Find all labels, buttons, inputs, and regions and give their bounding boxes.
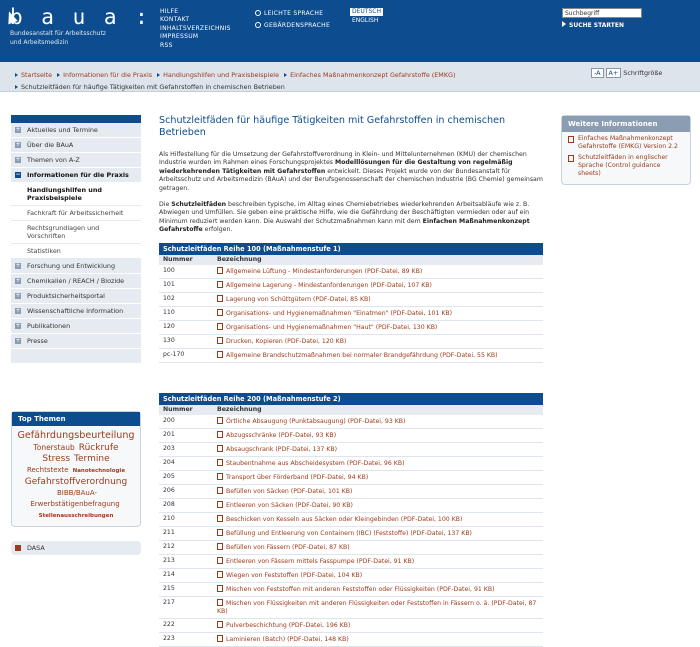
row-description-cell: [213, 443, 543, 457]
row-description-cell: [213, 633, 543, 647]
font-smaller-button[interactable]: -A: [591, 68, 604, 78]
row-number: 214: [159, 569, 213, 583]
table-caption: Schutzleitfäden Reihe 200 (Maßnahmenstufe 2): [159, 393, 543, 405]
table-row: [159, 471, 543, 485]
pdf-link[interactable]: Allgemeine Lüftung - Mindestanforderungen (PDF-Datei, 89 KB): [217, 268, 422, 275]
dasa-icon: [15, 545, 21, 551]
plus-icon: +: [15, 156, 21, 163]
tag-link[interactable]: Stellenausschreibungen: [38, 513, 114, 519]
tag-link[interactable]: Termine: [74, 454, 110, 464]
tag-link[interactable]: Gefahrstoffverordnung: [24, 477, 128, 487]
lang-deutsch[interactable]: DEUTSCH: [352, 8, 381, 15]
plus-icon: +: [15, 126, 21, 133]
pdf-link[interactable]: Befüllen von Fässern (PDF-Datei, 87 KB): [217, 544, 350, 551]
row-description-cell: [213, 278, 543, 292]
intro-paragraph: [159, 151, 543, 193]
link-gebaerdensprache[interactable]: [255, 20, 330, 32]
nav-kontakt[interactable]: KONTAKT: [160, 16, 190, 24]
sidebar-item-wissenschaft[interactable]: [11, 304, 141, 319]
breadcrumb-praxis[interactable]: Informationen für die Praxis: [63, 71, 153, 79]
font-size-label: Schriftgröße: [623, 69, 663, 77]
pdf-link[interactable]: Laminieren (Batch) (PDF-Datei, 148 KB): [217, 636, 349, 643]
top-themen-title: Top Themen: [12, 412, 140, 426]
logo-wordmark: b a u a :: [10, 5, 151, 29]
row-number: 211: [159, 527, 213, 541]
intro-bold: Modelllösungen für die Gestaltung von regelmäßig wiederkehrenden Tätigkeiten mit Gefahrstoffen: [159, 159, 513, 175]
column-header-nummer: Nummer: [159, 255, 213, 265]
intro-bold: Schutzleitfäden: [171, 201, 227, 209]
pdf-link[interactable]: Entleeren von Säcken (PDF-Datei, 90 KB): [217, 502, 353, 509]
table-row: [159, 513, 543, 527]
tag-link[interactable]: Rückrufe: [78, 443, 119, 453]
plus-icon: +: [15, 277, 21, 284]
service-nav: [160, 8, 231, 50]
row-number: 212: [159, 541, 213, 555]
table-row: [159, 583, 543, 597]
emkg-link[interactable]: Einfachen Maßnahmenkonzept Gefahrstoffe: [159, 217, 530, 234]
table-row: [159, 619, 543, 633]
pdf-link[interactable]: Mischen von Feststoffen mit anderen Feststoffen oder Flüssigkeiten (PDF-Datei, 91 KB): [217, 586, 495, 593]
sidebar-item-chemikalien[interactable]: [11, 274, 141, 289]
row-number: 208: [159, 499, 213, 513]
main-content: [159, 115, 543, 363]
language-switch: [350, 8, 383, 25]
row-description-cell: [213, 541, 543, 555]
dasa-label: DASA: [27, 544, 45, 552]
pdf-link[interactable]: Mischen von Flüssigkeiten mit anderen Flüssigkeiten oder Feststoffen in Fässern o. ä. (PDF-Datei, 87 KB): [217, 600, 537, 615]
row-number: 215: [159, 583, 213, 597]
link-leichte-sprache[interactable]: [255, 8, 330, 20]
easy-language-icon: [255, 10, 261, 16]
row-description-cell: [213, 429, 543, 443]
pdf-link[interactable]: Staubentnahme aus Abscheidesystem (PDF-Datei, 96 KB): [217, 460, 405, 467]
table-row: [159, 485, 543, 499]
intro-text: Als Hilfestellung für die Umsetzung der Gefahrstoffverordnung in Klein- und Mittelunternehmen (KMU) der chemischen Industrie wurden im Rahmen eines Forschungsprojektes: [159, 151, 527, 167]
pdf-link[interactable]: Entleeren von Fässern mittels Fasspumpe (PDF-Datei, 91 KB): [217, 558, 414, 565]
pdf-link[interactable]: Drucken, Kopieren (PDF-Datei, 120 KB): [217, 338, 346, 345]
intro-text: entwickelt. Dieses Projekt wurde von der Bundesanstalt für Arbeitsschutz und Arbeitsmedizin (BAuA) und der Berufsgenossenschaft der chemischen Industrie (BG Chemie) gemeinsam getragen.: [159, 167, 543, 192]
table-caption: Schutzleitfäden Reihe 100 (Maßnahmenstufe 1): [159, 243, 543, 255]
plus-icon: +: [15, 262, 21, 269]
accessibility-nav: [255, 8, 330, 32]
nav-spacer: [11, 349, 141, 363]
intro-text: Die: [159, 201, 172, 209]
intro-paragraph-2: [159, 201, 543, 235]
sidebar-subitem-handlungshilfen[interactable]: Handlungshilfen und Praxisbeispiele: [11, 183, 141, 206]
bullet-icon: [15, 85, 18, 89]
sidebar-subitem-rechtsgrundlagen[interactable]: Rechtsgrundlagen und Vorschriften: [11, 221, 141, 244]
tag-link[interactable]: Rechtstexte: [26, 466, 69, 474]
pdf-link[interactable]: Lagerung von Schüttgütern (PDF-Datei, 85 KB): [217, 296, 371, 303]
row-number: 213: [159, 555, 213, 569]
table-row: [159, 569, 543, 583]
table-reihe-200: [159, 393, 543, 647]
tag-cloud: [12, 426, 140, 526]
table-row: [159, 348, 543, 362]
site-header: [0, 0, 700, 62]
pdf-link[interactable]: Befüllung und Entleerung von Containern (IBC) (Feststoffe) (PDF-Datei, 137 KB): [217, 530, 472, 537]
sidebar-subitem-fachkraft[interactable]: Fachkraft für Arbeitssicherheit: [11, 206, 141, 221]
sidebar-item-produktsicherheit[interactable]: [11, 289, 141, 304]
table-200-wrap: [159, 393, 543, 647]
bullet-icon: [284, 73, 287, 77]
sidebar-item-themen[interactable]: [11, 153, 141, 168]
row-description-cell: [213, 569, 543, 583]
row-number: 110: [159, 306, 213, 320]
pdf-link[interactable]: Organisations- und Hygienemaßnahmen "Einatmen" (PDF-Datei, 101 KB): [217, 310, 452, 317]
search-button[interactable]: [562, 21, 624, 29]
row-number: 101: [159, 278, 213, 292]
sidebar-item-dasa[interactable]: [11, 541, 141, 555]
row-number: 223: [159, 633, 213, 647]
pdf-link[interactable]: Beschicken von Kesseln aus Säcken oder Kleingebinden (PDF-Datei, 100 KB): [217, 516, 462, 523]
row-description-cell: [213, 306, 543, 320]
row-number: 102: [159, 292, 213, 306]
column-header-bezeichnung: Bezeichnung: [213, 255, 543, 265]
row-number: pc-170: [159, 348, 213, 362]
row-number: 130: [159, 334, 213, 348]
plus-icon: +: [15, 292, 21, 299]
row-description-cell: [213, 583, 543, 597]
column-header-nummer: Nummer: [159, 405, 213, 415]
page-title: Schutzleitfäden für häufige Tätigkeiten mit Gefahrstoffen in chemischen Betrieben: [159, 115, 506, 138]
sidebar-item-publikationen[interactable]: [11, 319, 141, 334]
search-button-label: SUCHE STARTEN: [569, 22, 624, 29]
table-row: [159, 265, 543, 279]
sidebar-item-label: Presse: [27, 337, 48, 345]
pdf-link[interactable]: Befüllen von Säcken (PDF-Datei, 101 KB): [217, 488, 352, 495]
top-themen-box: [11, 411, 141, 527]
table-row: [159, 429, 543, 443]
pdf-link[interactable]: Organisations- und Hygienemaßnahmen "Haut" (PDF-Datei, 130 KB): [217, 324, 437, 331]
tag-link[interactable]: Nanotechnologie: [72, 468, 126, 474]
nav-hilfe[interactable]: HILFE: [160, 8, 179, 15]
sidebar-item-label: Aktuelles und Termine: [27, 126, 98, 134]
table-row: [159, 415, 543, 429]
tag-link[interactable]: BIBB/BAuA-Erwerbstätigenbefragung: [30, 489, 120, 508]
arrow-right-icon: [562, 21, 566, 27]
sign-language-icon: [255, 22, 261, 28]
row-number: 200: [159, 415, 213, 429]
font-size-control: [591, 68, 662, 78]
sidebar-item-aktuelles[interactable]: [11, 123, 141, 138]
table-row: [159, 541, 543, 555]
table-row: [159, 320, 543, 334]
pdf-link[interactable]: Allgemeine Lagerung - Mindestanforderungen (PDF-Datei, 107 KB): [217, 282, 432, 289]
logo-subtitle-2: und Arbeitsmedizin: [10, 39, 69, 46]
column-header-bezeichnung: Bezeichnung: [213, 405, 543, 415]
table-row: [159, 499, 543, 513]
sidebar-item-label: Über die BAuA: [27, 141, 74, 149]
row-description-cell: [213, 527, 543, 541]
bullet-icon: [15, 73, 18, 77]
row-description-cell: [213, 292, 543, 306]
row-number: 120: [159, 320, 213, 334]
logo-subtitle-1: Bundesanstalt für Arbeitsschutz: [10, 30, 106, 37]
row-description-cell: [213, 597, 543, 619]
sidebar-item-ueber[interactable]: [11, 138, 141, 153]
bullet-icon: [157, 73, 160, 77]
table-row: [159, 633, 543, 647]
row-number: 217: [159, 597, 213, 619]
sidebar-item-label: Themen von A-Z: [27, 156, 80, 164]
pdf-link[interactable]: Wiegen von Feststoffen (PDF-Datei, 104 KB): [217, 572, 362, 579]
row-number: 210: [159, 513, 213, 527]
row-description-cell: [213, 485, 543, 499]
plus-icon: +: [15, 141, 21, 148]
pdf-link[interactable]: Abzugsschränke (PDF-Datei, 93 KB): [217, 432, 336, 439]
sidebar-item-praxis[interactable]: [11, 168, 141, 183]
sidebar-subitem-statistiken[interactable]: Statistiken: [11, 244, 141, 259]
tag-link[interactable]: Gefährdungsbeurteilung: [17, 430, 135, 441]
breadcrumb-handlungshilfen[interactable]: Handlungshilfen und Praxisbeispiele: [163, 71, 280, 79]
row-number: 203: [159, 443, 213, 457]
left-navigation: [11, 115, 141, 363]
baua-logo[interactable]: [10, 6, 151, 46]
table-row: [159, 443, 543, 457]
rightbox-link-label: Einfaches Maßnahmenkonzept Gefahrstoffe (EMKG) Version 2.2: [578, 135, 678, 150]
row-description-cell: [213, 415, 543, 429]
rightbox-link-english[interactable]: [562, 151, 690, 178]
rightbox-title: Weitere Informationen: [562, 116, 690, 132]
rightbox-link-label: Schutzleitfäden in englischer Sprache (Control guidance sheets): [578, 154, 668, 177]
pdf-link[interactable]: Transport über Förderband (PDF-Datei, 94 KB): [217, 474, 368, 481]
plus-icon: +: [15, 322, 21, 329]
nav-cap: [11, 115, 141, 123]
sidebar-item-forschung[interactable]: [11, 259, 141, 274]
leichte-sprache-label: LEICHTE SPRACHE: [264, 10, 324, 17]
sidebar-item-label: Chemikalien / REACH / Biozide: [27, 277, 125, 285]
row-number: 100: [159, 265, 213, 279]
pdf-link[interactable]: Absaugschrank (PDF-Datei, 137 KB): [217, 446, 337, 453]
sidebar-item-label: Informationen für die Praxis: [27, 171, 129, 179]
table-row: [159, 457, 543, 471]
weitere-informationen-box: [561, 115, 691, 185]
nav-inhaltsverzeichnis[interactable]: INHALTSVERZEICHNIS: [160, 24, 231, 32]
gebaerdensprache-label: GEBÄRDENSPRACHE: [264, 22, 331, 29]
row-description-cell: [213, 457, 543, 471]
row-description-cell: [213, 348, 543, 362]
table-row: [159, 306, 543, 320]
plus-icon: +: [15, 307, 21, 314]
intro-text: beschreiben typische, im Alltag eines Chemiebetriebes wiederkehrenden Arbeitsabläufe wie z. B. Abwiegen und Umfüllen. Sie geben eine praktische Hilfe, wie die Gefährdung der Beschäftigten vermieden oder auf ein Minimum reduziert werden kann. Die Auswahl der Schutzmaßnahmen kann mit dem: [159, 201, 530, 225]
pdf-link[interactable]: Pulverbeschichtung (PDF-Datei, 196 KB): [217, 622, 350, 629]
row-number: 222: [159, 619, 213, 633]
table-row: [159, 555, 543, 569]
row-description-cell: [213, 320, 543, 334]
row-description-cell: [213, 265, 543, 279]
sidebar-item-label: Produktsicherheitsportal: [27, 292, 105, 300]
row-number: 206: [159, 485, 213, 499]
table-row: [159, 292, 543, 306]
tag-link[interactable]: Stress: [42, 454, 71, 464]
row-description-cell: [213, 334, 543, 348]
table-row: [159, 527, 543, 541]
sidebar-item-label: Publikationen: [27, 322, 71, 330]
lang-english[interactable]: ENGLISH: [352, 17, 379, 24]
plus-icon: +: [15, 337, 21, 344]
bullet-icon: [57, 73, 60, 77]
row-number: 201: [159, 429, 213, 443]
breadcrumb: [12, 69, 572, 93]
search-input[interactable]: [562, 8, 642, 18]
row-number: 205: [159, 471, 213, 485]
rightbox-link-emkg[interactable]: [562, 132, 690, 151]
breadcrumb-emkg[interactable]: Einfaches Maßnahmenkonzept Gefahrstoffe (EMKG): [290, 71, 456, 79]
sidebar-item-label: Wissenschaftliche Information: [27, 307, 124, 315]
table-row: [159, 597, 543, 619]
breadcrumb-startseite[interactable]: Startseite: [21, 71, 53, 79]
pdf-link[interactable]: Örtliche Absaugung (Punktabsaugung) (PDF-Datei, 93 KB): [217, 418, 405, 425]
row-number: 204: [159, 457, 213, 471]
minus-icon: −: [15, 171, 21, 178]
nav-rss[interactable]: RSS: [160, 41, 173, 49]
row-description-cell: [213, 619, 543, 633]
row-description-cell: [213, 471, 543, 485]
sidebar-item-label: Forschung und Entwicklung: [27, 262, 115, 270]
breadcrumb-current: Schutzleitfäden für häufige Tätigkeiten mit Gefahrstoffen in chemischen Betrieben: [21, 83, 285, 91]
nav-impressum[interactable]: IMPRESSUM: [160, 33, 199, 41]
tag-link[interactable]: Tonerstaub: [33, 443, 75, 452]
pdf-link[interactable]: Allgemeine Brandschutzmaßnahmen bei normaler Brandgefährdung (PDF-Datei, 55 KB): [217, 352, 498, 359]
row-description-cell: [213, 499, 543, 513]
sidebar-item-presse[interactable]: [11, 334, 141, 349]
row-description-cell: [213, 555, 543, 569]
table-row: [159, 334, 543, 348]
table-row: [159, 278, 543, 292]
intro-text: erfolgen.: [202, 226, 233, 234]
table-reihe-100: [159, 243, 543, 363]
font-larger-button[interactable]: A+: [606, 68, 622, 78]
row-description-cell: [213, 513, 543, 527]
